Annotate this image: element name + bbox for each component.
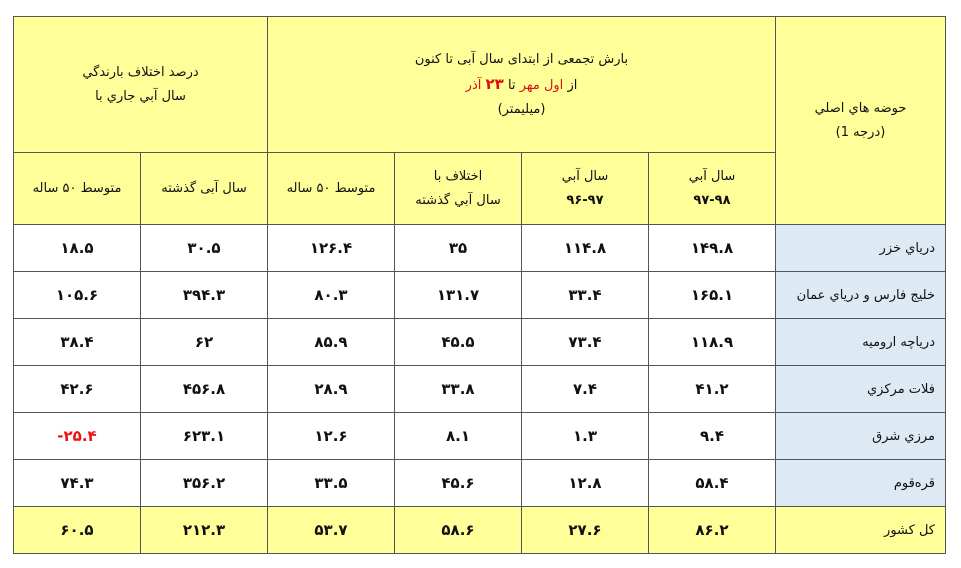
cell-avg50: ۱۲.۶ (268, 413, 395, 460)
total-year-9798: ۸۶.۲ (649, 507, 776, 554)
cell-prev-year-diff: ۳۹۴.۳ (141, 272, 268, 319)
subheader-prev-year-diff: سال آبی گذشته (141, 153, 268, 225)
cell-prev-year-diff: ۴۵۶.۸ (141, 366, 268, 413)
cell-diff-prev: ۳۳.۸ (395, 366, 522, 413)
rainfall-table-wrapper (13, 16, 946, 554)
rain-line2-from: اول مهر (519, 77, 564, 93)
total-avg50-diff: ۶۰.۵ (14, 507, 141, 554)
rain-group-line2 (268, 72, 775, 98)
rainfall-table (13, 16, 946, 554)
header-row-top (14, 17, 946, 153)
cell-diff-prev: ۳۵ (395, 225, 522, 272)
cell-year-9798: ۱۴۹.۸ (649, 225, 776, 272)
cell-diff-prev: ۸.۱ (395, 413, 522, 460)
cell-avg50: ۸۰.۳ (268, 272, 395, 319)
cell-avg50-diff: ۱۰۵.۶ (14, 272, 141, 319)
cell-year-9798: ۱۱۸.۹ (649, 319, 776, 366)
rain-line2-to-word: تا (507, 77, 516, 93)
basin-name: فلات مركزي (776, 366, 946, 413)
cell-year-9798: ۴۱.۲ (649, 366, 776, 413)
cell-prev-year-diff: ۳۰.۵ (141, 225, 268, 272)
basin-name: خليج فارس و درياي عمان (776, 272, 946, 319)
subheader-avg50-diff: متوسط ۵۰ ساله (14, 153, 141, 225)
cell-avg50-diff: ۴۲.۶ (14, 366, 141, 413)
cell-year-9697: ۱۱۴.۸ (522, 225, 649, 272)
diff-group-header (14, 17, 268, 153)
cell-year-9798: ۱۶۵.۱ (649, 272, 776, 319)
basin-name: قره‌قوم (776, 460, 946, 507)
subheader-diff-prev: اختلاف با سال آبي گذشته (395, 153, 522, 225)
diff-group-line2: سال آبي جاري با (95, 88, 186, 104)
table-row (14, 460, 946, 507)
cell-prev-year-diff: ۶۲۳.۱ (141, 413, 268, 460)
cell-year-9697: ۱.۳ (522, 413, 649, 460)
cell-avg50: ۸۵.۹ (268, 319, 395, 366)
diff-group-line1: درصد اختلاف بارندگي (82, 64, 199, 80)
basin-header-line1: حوضه هاي اصلي (814, 100, 907, 116)
rain-line2-prefix: از (567, 77, 578, 93)
cell-avg50-diff: ۷۴.۳ (14, 460, 141, 507)
cell-diff-prev: ۴۵.۶ (395, 460, 522, 507)
cell-avg50-diff: ۳۸.۴ (14, 319, 141, 366)
basin-name: درياچه اروميه (776, 319, 946, 366)
table-row (14, 413, 946, 460)
rain-line2-month: آذر (465, 77, 482, 93)
basin-header (776, 17, 946, 225)
table-row (14, 272, 946, 319)
cell-avg50-diff: -۲۵.۴ (14, 413, 141, 460)
table-row (14, 225, 946, 272)
cell-year-9697: ۷.۴ (522, 366, 649, 413)
table-row (14, 366, 946, 413)
total-diff-prev: ۵۸.۶ (395, 507, 522, 554)
cell-avg50: ۱۲۶.۴ (268, 225, 395, 272)
cell-avg50: ۳۳.۵ (268, 460, 395, 507)
subheader-year-9798: سال آبي ۹۷-۹۸ (649, 153, 776, 225)
cell-year-9798: ۵۸.۴ (649, 460, 776, 507)
rain-line2-day: ۲۳ (485, 74, 504, 93)
cell-year-9697: ۱۲.۸ (522, 460, 649, 507)
total-label: كل كشور (776, 507, 946, 554)
rain-group-line3: (میلیمتر) (497, 101, 546, 117)
basin-name: درياي خزر (776, 225, 946, 272)
cell-diff-prev: ۱۳۱.۷ (395, 272, 522, 319)
subheader-avg50: متوسط ۵۰ ساله (268, 153, 395, 225)
subheader-year-9697: سال آبي ۹۶-۹۷ (522, 153, 649, 225)
cell-prev-year-diff: ۳۵۶.۲ (141, 460, 268, 507)
rain-group-header (268, 17, 776, 153)
basin-name: مرزي شرق (776, 413, 946, 460)
cell-avg50: ۲۸.۹ (268, 366, 395, 413)
basin-header-line2: (درجه 1) (835, 124, 886, 140)
total-prev-year-diff: ۲۱۲.۳ (141, 507, 268, 554)
table-row (14, 319, 946, 366)
total-row (14, 507, 946, 554)
total-avg50: ۵۳.۷ (268, 507, 395, 554)
rain-group-line1: بارش تجمعی از ابتدای سال آبی تا کنون (414, 51, 629, 67)
cell-prev-year-diff: ۶۲ (141, 319, 268, 366)
total-year-9697: ۲۷.۶ (522, 507, 649, 554)
cell-year-9697: ۷۳.۴ (522, 319, 649, 366)
cell-year-9798: ۹.۴ (649, 413, 776, 460)
cell-avg50-diff: ۱۸.۵ (14, 225, 141, 272)
cell-diff-prev: ۴۵.۵ (395, 319, 522, 366)
cell-year-9697: ۳۳.۴ (522, 272, 649, 319)
